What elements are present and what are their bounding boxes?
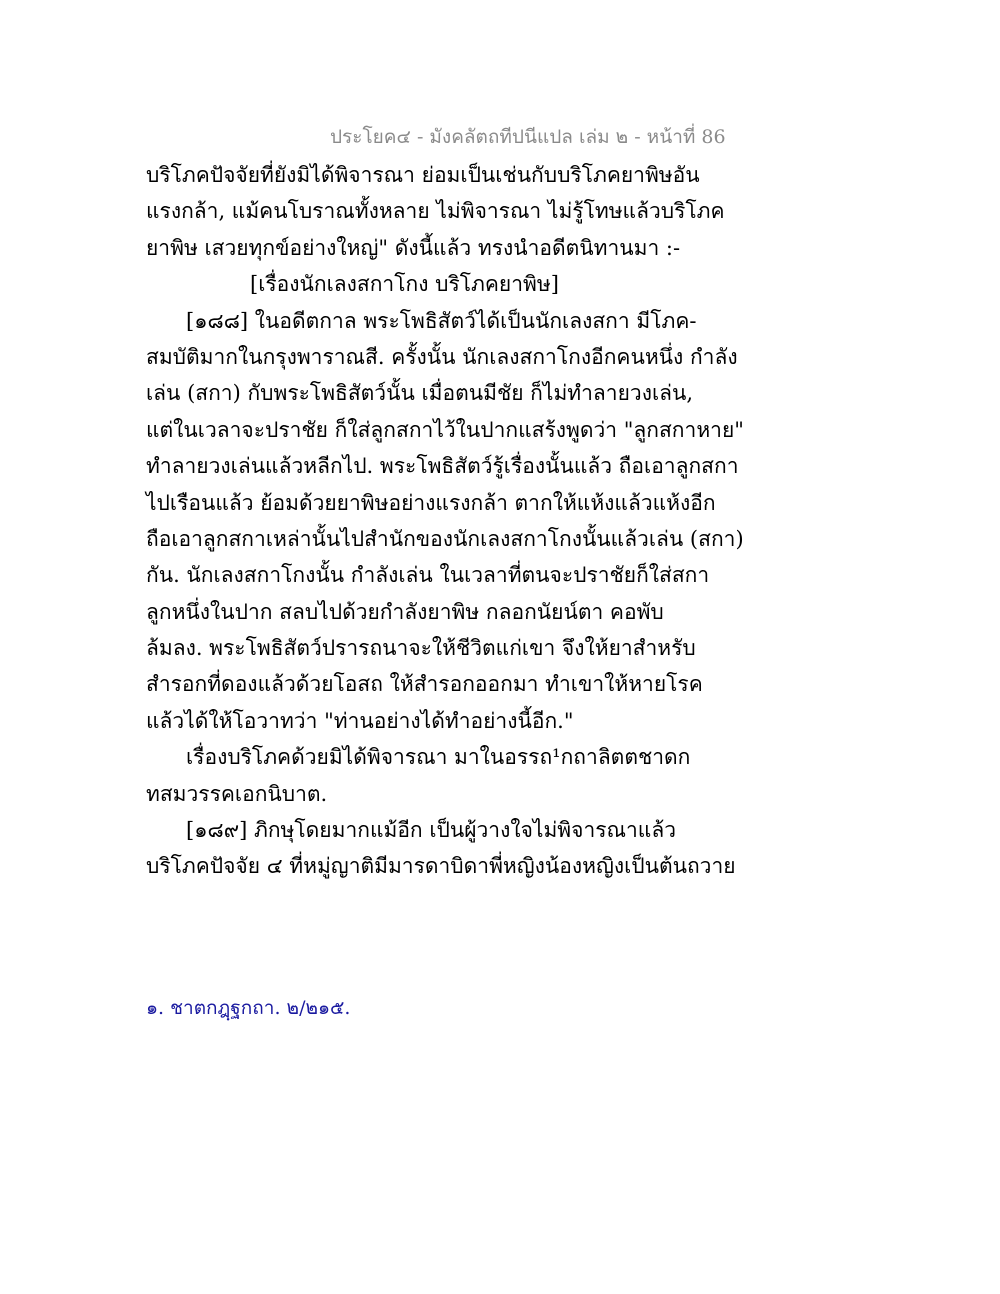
paragraph-start: [๑๘๙] ภิกษุโดยมากแม้อีก เป็นผู้วางใจไม่พิจารณาแล้ว bbox=[186, 818, 676, 843]
text-line: แรงกล้า, แม้คนโบราณทั้งหลาย ไม่พิจารณา ไม่รู้โทษแล้วบริโภค bbox=[146, 199, 725, 224]
paragraph-start: [๑๘๘] ในอดีตกาล พระโพธิสัตว์ได้เป็นนักเลงสกา มีโภค- bbox=[186, 308, 697, 333]
text-line: ไปเรือนแล้ว ย้อมด้วยยาพิษอย่างแรงกล้า ตากให้แห้งแล้วแห้งอีก bbox=[146, 490, 716, 515]
text-line: แล้วได้ให้โอวาทว่า "ท่านอย่างได้ทำอย่างนี้อีก." bbox=[146, 708, 574, 733]
text-line: ลูกหนึ่งในปาก สลบไปด้วยกำลังยาพิษ กลอกนัยน์ตา คอพับ bbox=[146, 599, 664, 624]
paragraph-start: เรื่องบริโภคด้วยมิได้พิจารณา มาในอรรถ¹กถาลิตตชาดก bbox=[186, 745, 691, 770]
text-line: บริโภคปัจจัย ๔ ที่หมู่ญาติมีมารดาบิดาพี่หญิงน้องหญิงเป็นต้นถวาย bbox=[146, 854, 736, 879]
text-line: สมบัติมากในกรุงพาราณสี. ครั้งนั้น นักเลงสกาโกงอีกคนหนึ่ง กำลัง bbox=[146, 344, 738, 369]
text-line: บริโภคปัจจัยที่ยังมิได้พิจารณา ย่อมเป็นเช่นกับบริโภคยาพิษอัน bbox=[146, 163, 700, 187]
text-line: ล้มลง. พระโพธิสัตว์ปรารถนาจะให้ชีวิตแก่เขา จึงให้ยาสำหรับ bbox=[146, 636, 696, 661]
text-line: แต่ในเวลาจะปราชัย ก็ใส่ลูกสกาไว้ในปากแสร้งพูดว่า "ลูกสกาหาย" bbox=[146, 417, 744, 442]
text-line: ยาพิษ เสวยทุกข์อย่างใหญ่" ดังนี้แล้ว ทรงนำอดีตนิทานมา :- bbox=[146, 235, 681, 260]
text-line: กัน. นักเลงสกาโกงนั้น กำลังเล่น ในเวลาที่ตนจะปราชัยก็ใส่สกา bbox=[146, 563, 710, 588]
footnote: ๑. ชาตกฎฺฐกถา. ๒/๒๑๕. bbox=[146, 997, 351, 1019]
text-line: ทสมวรรคเอกนิบาต. bbox=[146, 781, 328, 806]
text-line: สำรอกที่ดองแล้วด้วยโอสถ ให้สำรอกออกมา ทำเขาให้หายโรค bbox=[146, 672, 703, 697]
text-line: ทำลายวงเล่นแล้วหลีกไป. พระโพธิสัตว์รู้เรื่องนั้นแล้ว ถือเอาลูกสกา bbox=[146, 454, 739, 479]
body-text bbox=[146, 157, 744, 885]
page-header: ประโยค๔ - มังคลัตถทีปนีแปล เล่ม ๒ - หน้าที่ 86 bbox=[330, 126, 726, 148]
section-heading: [เรื่องนักเลงสกาโกง บริโภคยาพิษ] bbox=[250, 272, 559, 297]
text-line: ถือเอาลูกสกาเหล่านั้นไปสำนักของนักเลงสกาโกงนั้นแล้วเล่น (สกา) bbox=[146, 526, 744, 551]
text-line: เล่น (สกา) กับพระโพธิสัตว์นั้น เมื่อตนมีชัย ก็ไม่ทำลายวงเล่น, bbox=[146, 381, 694, 406]
